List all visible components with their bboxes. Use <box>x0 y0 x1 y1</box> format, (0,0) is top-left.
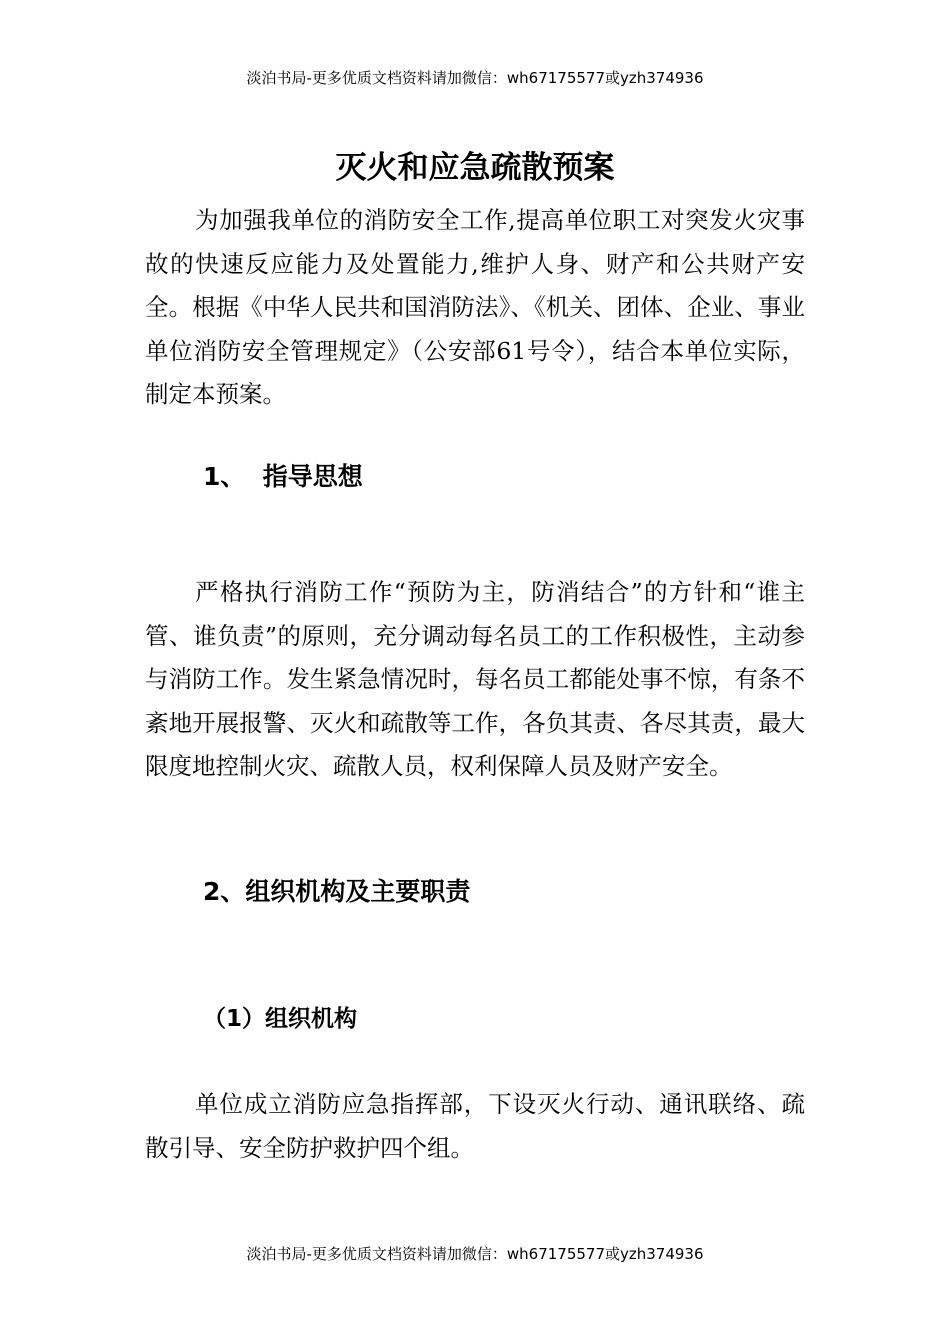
page-footer-watermark: 淡泊书局-更多优质文档资料请加微信：wh67175577或yzh374936 <box>246 1245 704 1263</box>
section-2-heading: 2、组织机构及主要职责 <box>203 877 471 906</box>
section-1-paragraph: 严格执行消防工作“预防为主，防消结合”的方针和“谁主管、谁负责”的原则，充分调动每名员工的工作积极性，主动参与消防工作。发生紧急情况时，每名员工都能处事不惊，有条不紊地开展报警、灭火和疏散等工作，各负其责、各尽其责，最大限度地控制火灾、疏散人员，权利保障人员及财产安全。 <box>145 578 805 780</box>
section-2-1-heading: （1）组织机构 <box>203 1006 358 1032</box>
page-header-watermark: 淡泊书局-更多优质文档资料请加微信：wh67175577或yzh374936 <box>246 69 704 87</box>
section-1-heading: 1、 指导思想 <box>203 462 363 491</box>
document-title: 灭火和应急疏散预案 <box>335 149 615 186</box>
section-2-1-paragraph: 单位成立消防应急指挥部，下设灭火行动、通讯联络、疏散引导、安全防护救护四个组。 <box>145 1090 805 1162</box>
intro-paragraph: 为加强我单位的消防安全工作,提高单位职工对突发火灾事故的快速反应能力及处置能力,维护人身、财产和公共财产安全。根据《中华人民共和国消防法》、《机关、团体、企业、事业单位消防安全管理规定》（公安部61号令），结合本单位实际，制定本预案。 <box>145 206 805 408</box>
